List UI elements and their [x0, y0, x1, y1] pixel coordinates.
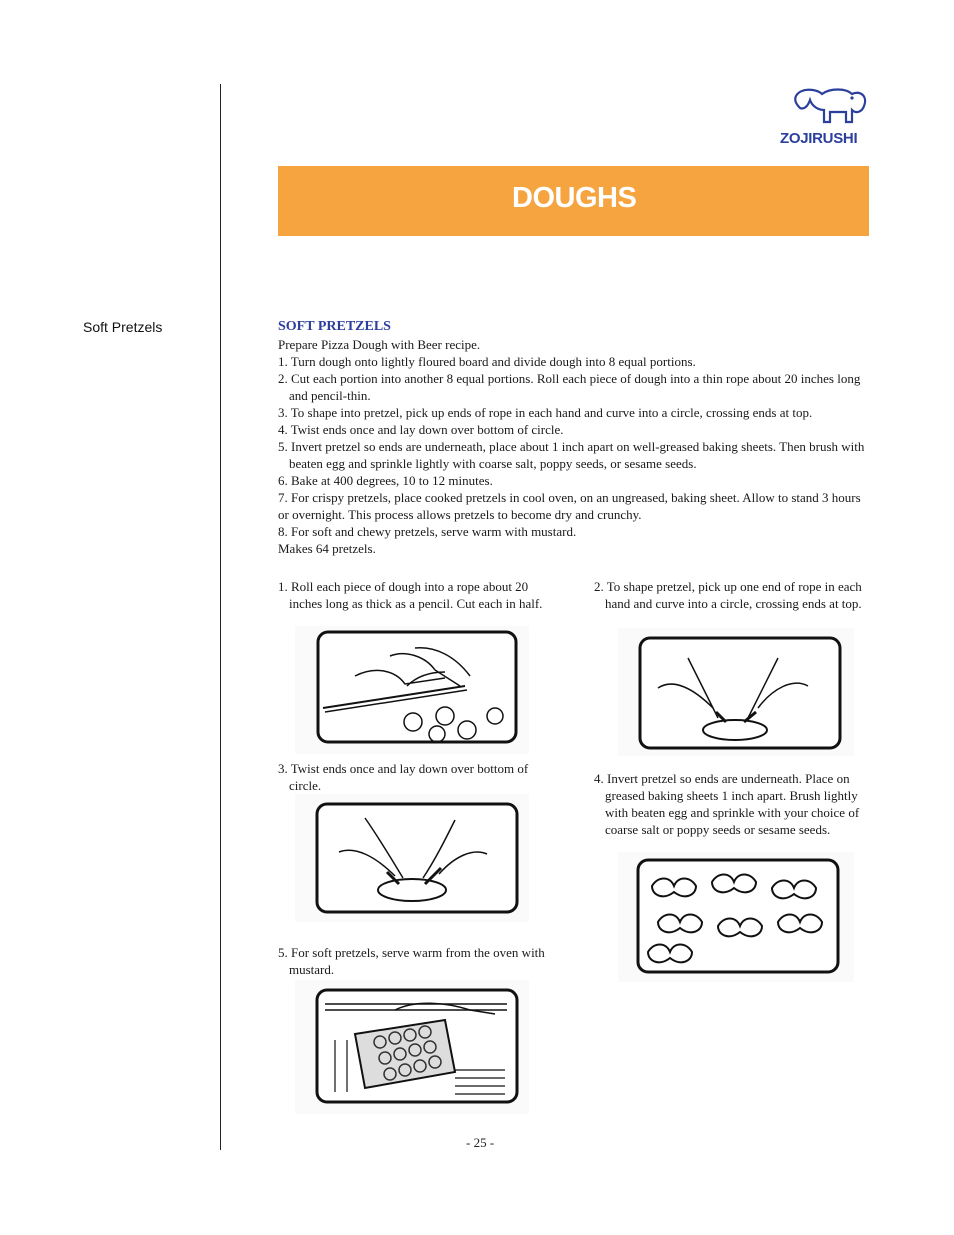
- recipe-step: 6. Bake at 400 degrees, 10 to 12 minutes.: [278, 473, 493, 488]
- brand-wordmark: ZOJIRUSHI: [780, 130, 858, 147]
- brand-logo: [776, 86, 870, 150]
- illustration-baking-sheet: [618, 852, 854, 982]
- recipe-step: 7. For crispy pretzels, place cooked pretzels in cool oven, on an ungreased, baking sheet. Allow to stand 3 hours or overnight. This process allows pretzels to become dry and crunchy.: [278, 490, 861, 522]
- sidebar-label: Soft Pretzels: [83, 319, 163, 335]
- illustration-caption-2: 2. To shape pretzel, pick up one end of rope in each hand and curve into a circle, crossing ends at top.: [594, 579, 862, 611]
- recipe-title: SOFT PRETZELS: [278, 319, 391, 334]
- section-title: DOUGHS: [512, 182, 637, 214]
- illustration-rolling-dough: [295, 626, 529, 754]
- illustration-shaping-pretzel: [618, 628, 854, 756]
- margin-rule: [220, 84, 221, 1150]
- page-number: - 25 -: [466, 1135, 495, 1150]
- section-banner: [278, 166, 869, 236]
- recipe-step: 5. Invert pretzel so ends are underneath, place about 1 inch apart on well-greased baking sheets. Then brush with beaten egg and sprinkle lightly with coarse salt, poppy seeds, or sesame seeds.: [278, 439, 865, 471]
- illustration-caption-5: 5. For soft pretzels, serve warm from the oven with mustard.: [278, 945, 545, 977]
- recipe-step: 8. For soft and chewy pretzels, serve warm with mustard.: [278, 524, 577, 539]
- recipe-step: 4. Twist ends once and lay down over bottom of circle.: [278, 422, 564, 437]
- illustration-caption-1: 1. Roll each piece of dough into a rope about 20 inches long as thick as a pencil. Cut each in half.: [278, 579, 543, 611]
- recipe-step: 3. To shape into pretzel, pick up ends of rope in each hand and curve into a circle, crossing ends at top.: [278, 405, 813, 420]
- recipe-yield: Makes 64 pretzels.: [278, 541, 376, 556]
- illustration-twisting-ends: [295, 794, 529, 922]
- recipe-step: 1. Turn dough onto lightly floured board and divide dough into 8 equal portions.: [278, 354, 696, 369]
- recipe-step: 2. Cut each portion into another 8 equal portions. Roll each piece of dough into a thin rope about 20 inches long and pencil-thin.: [278, 371, 861, 403]
- illustration-caption-4: 4. Invert pretzel so ends are underneath. Place on greased baking sheets 1 inch apart. Brush lightly with beaten egg and sprinkle with your choice of coarse salt or poppy seeds or sesame seeds.: [594, 771, 860, 837]
- illustration-caption-3: 3. Twist ends once and lay down over bottom of circle.: [278, 761, 529, 793]
- elephant-icon: [790, 86, 870, 128]
- recipe-block: [278, 318, 872, 557]
- recipe-intro: Prepare Pizza Dough with Beer recipe.: [278, 337, 481, 352]
- illustration-serving-from-oven: [295, 980, 529, 1114]
